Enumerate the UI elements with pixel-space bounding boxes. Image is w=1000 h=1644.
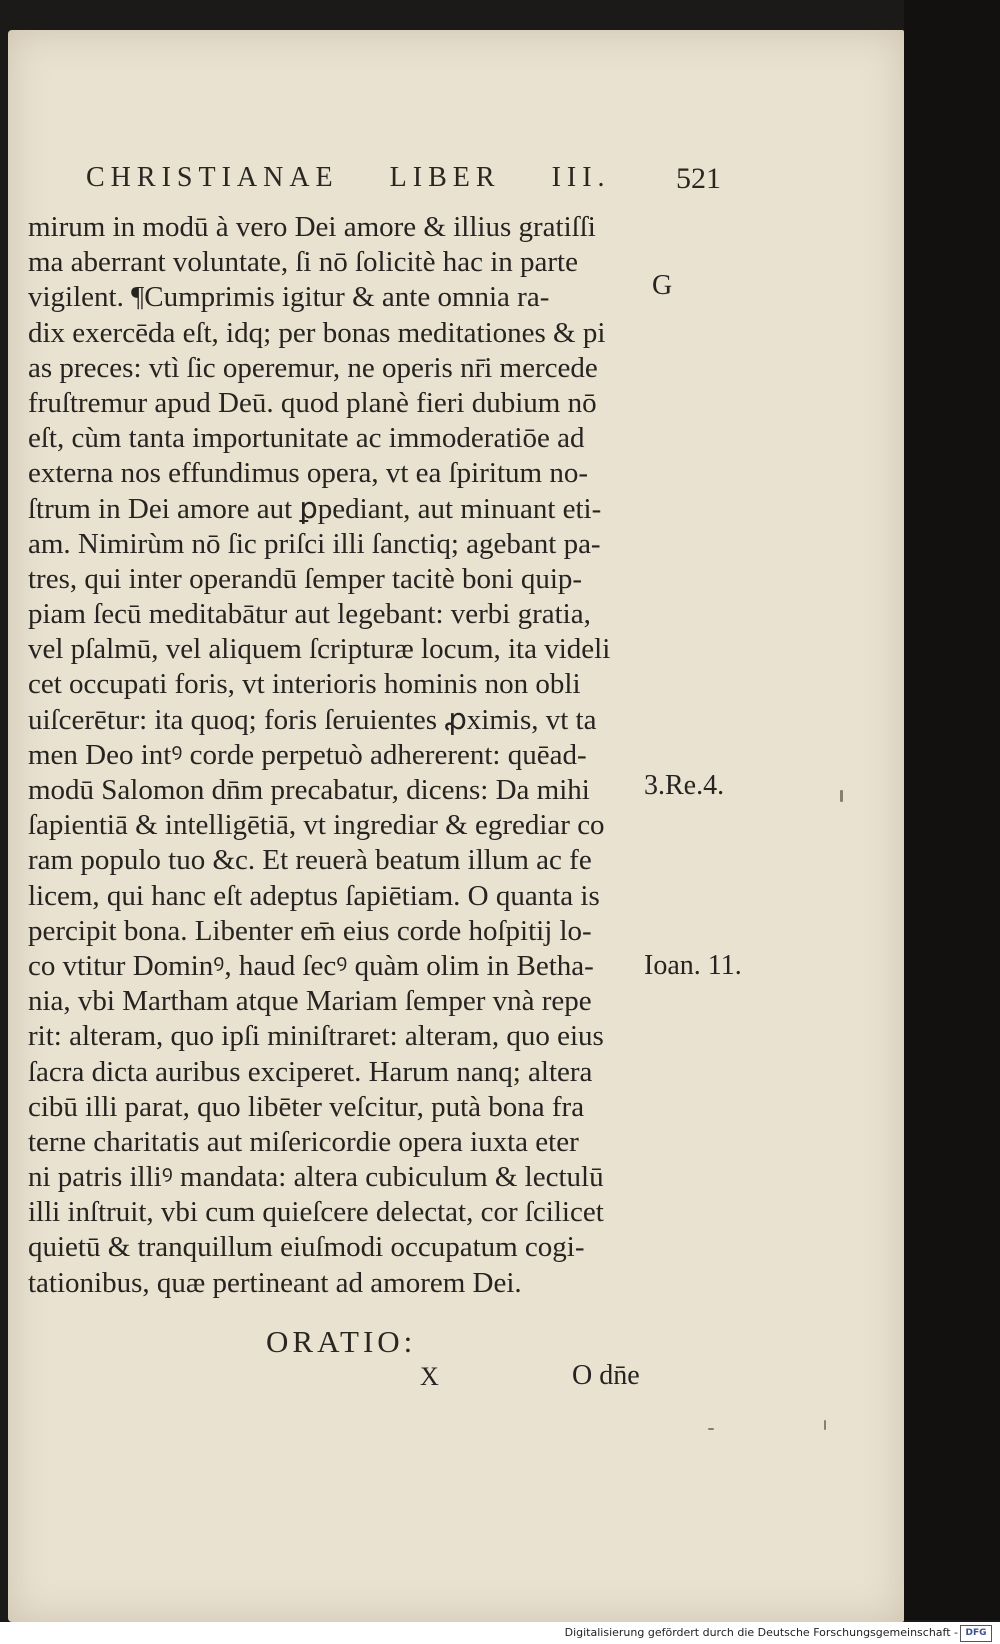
text-line: modū Salomon dn̄m precabatur, dicens: Da mihi: [28, 774, 590, 806]
paper-speck: [824, 1420, 826, 1430]
running-head-right: III.: [551, 162, 611, 193]
text-line: tationibus, quæ pertineant ad amorem Dei.: [28, 1266, 522, 1299]
catchword: O dn̄e: [572, 1360, 640, 1391]
text-line: cet occupati foris, vt interioris hominis non obli: [28, 668, 581, 701]
text-line: ni patris illiꝰ mandata: altera cubiculum & lectulū: [28, 1161, 604, 1194]
text-line: vel pſalmū, vel aliquem ſcripturæ locum, ita videli: [28, 633, 611, 666]
text-line: men Deo intꝰ corde perpetuò adhererent: quēad-: [28, 738, 587, 771]
text-line: ram populo tuo &c. Et reuerà beatum illum ac fe: [28, 844, 592, 877]
page-number: 521: [676, 162, 721, 195]
section-heading-oratio: ORATIO:: [266, 1324, 417, 1359]
text-line: terne charitatis aut miſericordie opera iuxta eter: [28, 1125, 579, 1158]
text-line: ſtrum in Dei amore aut ꝑpediant, aut minuant eti-: [28, 492, 602, 525]
text-line: am. Nimirùm nō ſic priſci illi ſanctiq; agebant pa-: [28, 527, 601, 560]
marginal-letter-g: G: [652, 270, 673, 301]
book-page: [8, 30, 904, 1622]
text-line: dix exercēda eſt, idq; per bonas meditationes & pi: [28, 316, 606, 349]
text-line: vigilent. ¶Cumprimis igitur & ante omnia ra-: [28, 281, 550, 314]
text-line: cibū illi parat, quo libēter veſcitur, putà bona fra: [28, 1090, 585, 1123]
running-head-left: CHRISTIANAE: [86, 162, 339, 193]
text-line: nia, vbi Martham atque Mariam ſemper vnà repe: [28, 985, 592, 1018]
footer-bar: [0, 1622, 1000, 1644]
scan-background: [904, 0, 1000, 1620]
text-line: as preces: vtì ſic operemur, ne operis nr̄i mercede: [28, 351, 598, 384]
text-line: tres, qui inter operandū ſemper tacitè boni quip-: [28, 562, 583, 595]
text-line: illi inſtruit, vbi cum quieſcere delectat, cor ſcilicet: [28, 1196, 604, 1229]
text-line: ſapientiā & intelligētiā, vt ingrediar & egrediar co: [28, 809, 605, 842]
text-line: eſt, cùm tanta importunitate ac immoderatiōe ad: [28, 422, 585, 455]
text-line: quietū & tranquillum eiuſmodi occupatum cogi-: [28, 1231, 585, 1264]
running-head-center: LIBER: [389, 162, 501, 193]
footer-credit: Digitalisierung gefördert durch die Deutsche Forschungsgemeinschaft -: [564, 1626, 958, 1639]
text-line: ma aberrant voluntate, ſi nō ſolicitè hac in parte: [28, 246, 578, 279]
paper-speck: [708, 1428, 714, 1430]
signature-mark: X: [420, 1362, 439, 1391]
text-line: externa nos effundimus opera, vt ea ſpiritum no-: [28, 457, 588, 490]
marginal-reference-kings: 3.Re.4.: [644, 770, 725, 801]
text-line: co vtitur Dominꝰ, haud ſecꝰ quàm olim in Betha-: [28, 949, 594, 982]
marginal-reference-john: Ioan. 11.: [644, 950, 742, 981]
text-line: licem, qui hanc eſt adeptus ſapiētiam. O quanta is: [28, 879, 600, 912]
running-head: [86, 162, 726, 194]
paper-speck: [840, 790, 843, 802]
text-line: rit: alteram, quo ipſi miniſtraret: alteram, quo eius: [28, 1020, 604, 1053]
main-text-block: [28, 210, 676, 1301]
text-line: piam ſecū meditabātur aut legebant: verbi gratia,: [28, 598, 591, 631]
text-line: uiſcerētur: ita quoq; foris ſeruientes ꝓximis, vt ta: [28, 703, 597, 736]
text-line: mirum in modū à vero Dei amore & illius gratiſſi: [28, 211, 596, 243]
text-line: fruſtremur apud Deū. quod planè fieri dubium nō: [28, 386, 597, 419]
text-line: percipit bona. Libenter em̄ eius corde hoſpitij lo-: [28, 914, 592, 947]
dfg-logo-icon: DFG: [960, 1625, 992, 1642]
text-line: ſacra dicta auribus exciperet. Harum nanq; altera: [28, 1055, 593, 1088]
